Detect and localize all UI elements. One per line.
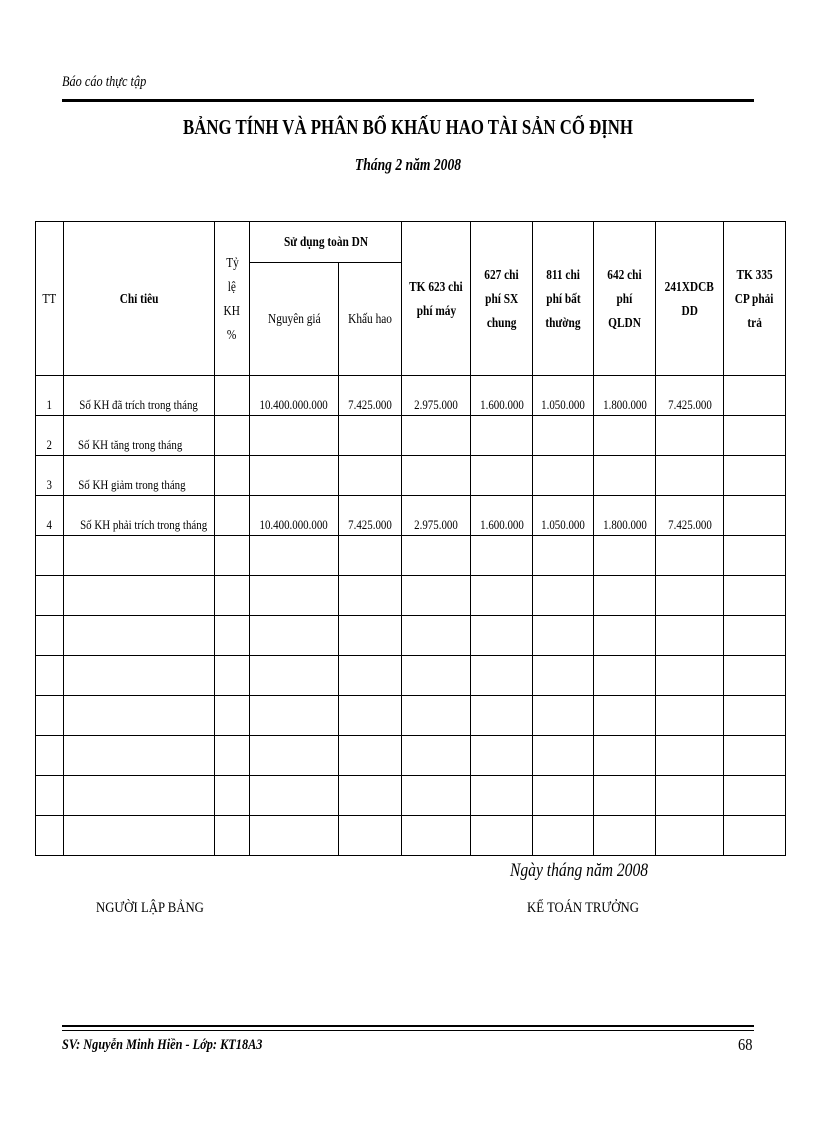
cell-ty-le xyxy=(215,416,250,456)
empty-cell xyxy=(471,616,533,656)
empty-cell xyxy=(402,576,471,616)
empty-cell xyxy=(656,616,724,656)
empty-cell xyxy=(215,696,250,736)
depreciation-table xyxy=(35,221,786,856)
empty-cell xyxy=(215,736,250,776)
signature-date: Ngày tháng năm 2008 xyxy=(510,860,649,881)
empty-cell xyxy=(339,536,402,576)
cell-ty-le xyxy=(215,376,250,416)
empty-cell xyxy=(533,576,594,616)
empty-cell xyxy=(724,656,786,696)
empty-cell xyxy=(724,536,786,576)
cell-khau-hao xyxy=(339,456,402,496)
col-header-su-dung: Sử dụng toàn DN xyxy=(250,222,402,263)
empty-cell xyxy=(64,656,215,696)
empty-cell xyxy=(656,576,724,616)
cell-tk642 xyxy=(594,456,656,496)
table-row xyxy=(36,416,786,456)
col-header-khau-hao: Khấu hao xyxy=(339,263,402,376)
cell-tk811 xyxy=(533,456,594,496)
empty-cell xyxy=(656,656,724,696)
cell-tk623 xyxy=(402,416,471,456)
cell-ty-le xyxy=(215,456,250,496)
empty-cell xyxy=(533,816,594,856)
empty-cell xyxy=(339,656,402,696)
empty-cell xyxy=(471,736,533,776)
empty-cell xyxy=(594,536,656,576)
cell-tk335 xyxy=(724,416,786,456)
empty-cell xyxy=(64,536,215,576)
empty-cell xyxy=(250,696,339,736)
empty-cell xyxy=(656,736,724,776)
table-row-empty xyxy=(36,696,786,736)
cell-khau-hao: 7.425.000 xyxy=(339,376,402,416)
table-row xyxy=(36,376,786,416)
empty-cell xyxy=(64,776,215,816)
empty-cell xyxy=(594,616,656,656)
cell-tk241 xyxy=(656,456,724,496)
empty-cell xyxy=(656,696,724,736)
empty-cell xyxy=(471,576,533,616)
cell-label: Số KH phải trích trong tháng xyxy=(64,496,215,536)
cell-tk627 xyxy=(471,456,533,496)
empty-cell xyxy=(215,616,250,656)
empty-cell xyxy=(402,816,471,856)
empty-cell xyxy=(339,576,402,616)
col-header-tk335: TK 335 CP phải trả xyxy=(724,222,786,376)
col-header-tk623: TK 623 chi phí máy xyxy=(402,222,471,376)
empty-cell xyxy=(64,816,215,856)
cell-tk623: 2.975.000 xyxy=(402,376,471,416)
empty-cell xyxy=(533,696,594,736)
empty-cell xyxy=(402,776,471,816)
cell-nguyen-gia xyxy=(250,456,339,496)
empty-cell xyxy=(402,696,471,736)
empty-cell xyxy=(36,536,64,576)
empty-cell xyxy=(594,776,656,816)
empty-cell xyxy=(215,816,250,856)
empty-cell xyxy=(533,776,594,816)
col-header-tt: TT xyxy=(36,222,64,376)
empty-cell xyxy=(402,536,471,576)
cell-tt: 2 xyxy=(36,416,64,456)
empty-cell xyxy=(250,576,339,616)
cell-ty-le xyxy=(215,496,250,536)
empty-cell xyxy=(36,816,64,856)
table-row xyxy=(36,456,786,496)
page-title: BẢNG TÍNH VÀ PHÂN BỔ KHẤU HAO TÀI SẢN CỐ ĐỊNH xyxy=(183,115,633,139)
cell-label: Số KH giảm trong tháng xyxy=(64,456,215,496)
col-header-tk642: 642 chi phí QLDN xyxy=(594,222,656,376)
empty-cell xyxy=(36,696,64,736)
cell-tk811: 1.050.000 xyxy=(533,376,594,416)
col-header-tk811: 811 chi phí bất thường xyxy=(533,222,594,376)
cell-label: Số KH đã trích trong tháng xyxy=(64,376,215,416)
empty-cell xyxy=(533,736,594,776)
empty-cell xyxy=(594,696,656,736)
report-header-label: Báo cáo thực tập xyxy=(62,74,147,90)
page-number: 68 xyxy=(738,1035,753,1054)
cell-tt: 4 xyxy=(36,496,64,536)
empty-cell xyxy=(339,776,402,816)
table-row-empty xyxy=(36,776,786,816)
empty-cell xyxy=(250,776,339,816)
empty-cell xyxy=(594,816,656,856)
empty-cell xyxy=(339,816,402,856)
empty-cell xyxy=(724,576,786,616)
cell-nguyen-gia xyxy=(250,416,339,456)
table-body xyxy=(36,376,786,856)
page-subtitle: Tháng 2 năm 2008 xyxy=(354,155,462,174)
cell-tk811: 1.050.000 xyxy=(533,496,594,536)
header-rule xyxy=(62,99,754,102)
empty-cell xyxy=(402,616,471,656)
cell-nguyen-gia: 10.400.000.000 xyxy=(250,376,339,416)
empty-cell xyxy=(471,536,533,576)
cell-tk623 xyxy=(402,456,471,496)
empty-cell xyxy=(402,736,471,776)
cell-tk627: 1.600.000 xyxy=(471,496,533,536)
table-row-empty xyxy=(36,816,786,856)
cell-nguyen-gia: 10.400.000.000 xyxy=(250,496,339,536)
cell-tk335 xyxy=(724,496,786,536)
empty-cell xyxy=(36,736,64,776)
cell-khau-hao xyxy=(339,416,402,456)
chief-accountant-label: KẾ TOÁN TRƯỞNG xyxy=(527,900,639,916)
empty-cell xyxy=(215,536,250,576)
empty-cell xyxy=(402,656,471,696)
empty-cell xyxy=(533,616,594,656)
empty-cell xyxy=(250,656,339,696)
cell-tt: 1 xyxy=(36,376,64,416)
col-header-tk627: 627 chi phí SX chung xyxy=(471,222,533,376)
empty-cell xyxy=(339,736,402,776)
footer-rule-thin xyxy=(62,1030,754,1031)
preparer-label: NGƯỜI LẬP BẢNG xyxy=(96,900,204,916)
empty-cell xyxy=(594,656,656,696)
empty-cell xyxy=(724,696,786,736)
empty-cell xyxy=(594,576,656,616)
empty-cell xyxy=(215,576,250,616)
empty-cell xyxy=(724,816,786,856)
cell-tk627: 1.600.000 xyxy=(471,376,533,416)
cell-tk241: 7.425.000 xyxy=(656,376,724,416)
table-header-row xyxy=(36,222,786,263)
empty-cell xyxy=(724,776,786,816)
col-header-ty-le: Tỷ lệ KH % xyxy=(215,222,250,376)
empty-cell xyxy=(250,736,339,776)
empty-cell xyxy=(656,536,724,576)
empty-cell xyxy=(471,696,533,736)
cell-tk642: 1.800.000 xyxy=(594,376,656,416)
cell-tk335 xyxy=(724,456,786,496)
empty-cell xyxy=(724,616,786,656)
empty-cell xyxy=(471,776,533,816)
cell-tk335 xyxy=(724,376,786,416)
table-row-empty xyxy=(36,576,786,616)
empty-cell xyxy=(250,616,339,656)
empty-cell xyxy=(339,616,402,656)
empty-cell xyxy=(471,656,533,696)
cell-tk627 xyxy=(471,416,533,456)
empty-cell xyxy=(64,616,215,656)
footer-student-info: SV: Nguyễn Minh Hiền - Lớp: KT18A3 xyxy=(62,1037,263,1053)
col-header-nguyen-gia: Nguyên giá xyxy=(250,263,339,376)
empty-cell xyxy=(64,696,215,736)
empty-cell xyxy=(36,616,64,656)
empty-cell xyxy=(36,776,64,816)
empty-cell xyxy=(724,736,786,776)
table-row-empty xyxy=(36,736,786,776)
empty-cell xyxy=(215,776,250,816)
cell-label: Số KH tăng trong tháng xyxy=(64,416,215,456)
col-header-tk241: 241XDCB DD xyxy=(656,222,724,376)
cell-tk241: 7.425.000 xyxy=(656,496,724,536)
empty-cell xyxy=(533,536,594,576)
empty-cell xyxy=(594,736,656,776)
table-row-empty xyxy=(36,536,786,576)
empty-cell xyxy=(656,776,724,816)
empty-cell xyxy=(36,656,64,696)
cell-tt: 3 xyxy=(36,456,64,496)
empty-cell xyxy=(471,816,533,856)
empty-cell xyxy=(250,536,339,576)
table-row-empty xyxy=(36,616,786,656)
table-row-empty xyxy=(36,656,786,696)
col-header-chi-tieu: Chỉ tiêu xyxy=(64,222,215,376)
empty-cell xyxy=(339,696,402,736)
empty-cell xyxy=(533,656,594,696)
cell-tk642 xyxy=(594,416,656,456)
empty-cell xyxy=(64,576,215,616)
table-row xyxy=(36,496,786,536)
footer-rule xyxy=(62,1025,754,1027)
cell-tk642: 1.800.000 xyxy=(594,496,656,536)
empty-cell xyxy=(250,816,339,856)
empty-cell xyxy=(36,576,64,616)
cell-khau-hao: 7.425.000 xyxy=(339,496,402,536)
empty-cell xyxy=(215,656,250,696)
empty-cell xyxy=(64,736,215,776)
cell-tk241 xyxy=(656,416,724,456)
cell-tk623: 2.975.000 xyxy=(402,496,471,536)
empty-cell xyxy=(656,816,724,856)
cell-tk811 xyxy=(533,416,594,456)
